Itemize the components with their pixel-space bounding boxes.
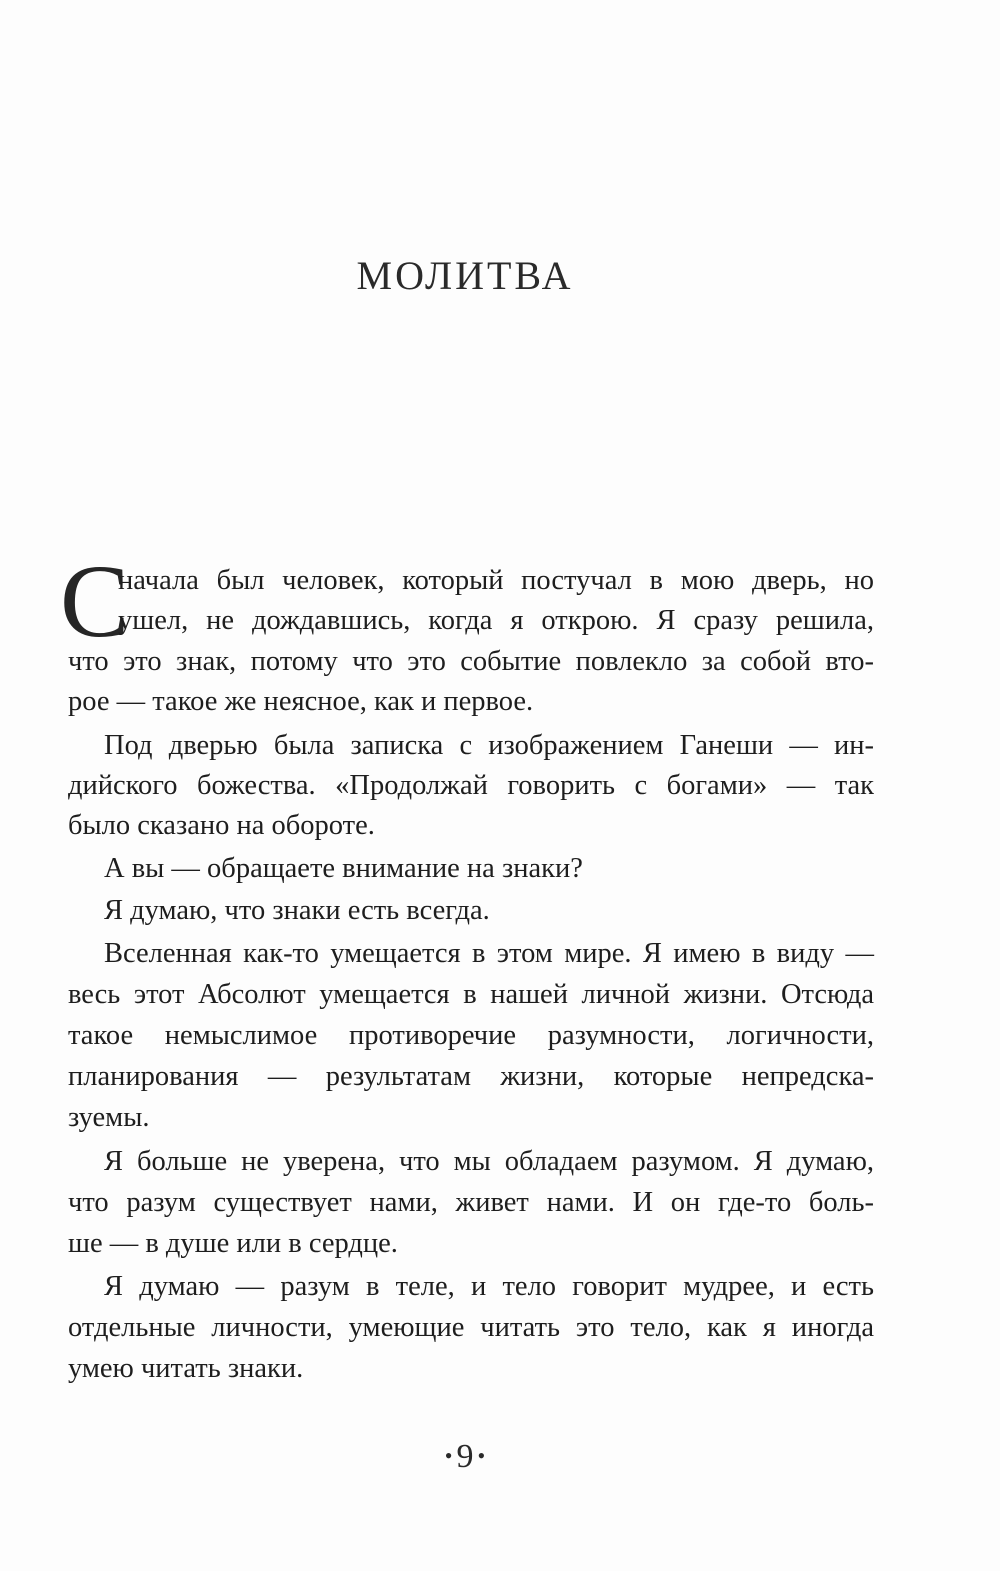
text-line: ше — в душе или в сердце.: [68, 1228, 398, 1259]
folio-bullet-left: •: [444, 1443, 453, 1468]
text-line: умею читать знаки.: [68, 1353, 304, 1384]
text-line: Я больше не уверена, что мы обладаем разумом. Я думаю,: [104, 1146, 874, 1177]
text-line: планирования — результатам жизни, которые непредска-: [68, 1061, 874, 1092]
text-line: что разум существует нами, живет нами. И он где-то боль-: [68, 1187, 874, 1218]
text-line: весь этот Абсолют умещается в нашей личной жизни. Отсюда: [68, 979, 874, 1010]
text-line: Я думаю — разум в теле, и тело говорит мудрее, и есть: [104, 1271, 874, 1302]
folio-bullet-right: •: [477, 1443, 486, 1468]
drop-cap: С: [60, 544, 130, 659]
text-line: зуемы.: [68, 1102, 150, 1133]
text-line: Под дверью была записка с изображением Ганеши — ин-: [104, 730, 874, 761]
text-line: ушел, не дождавшись, когда я открою. Я сразу решила,: [118, 605, 874, 636]
text-line: дийского божества. «Продолжай говорить с богами» — так: [68, 770, 874, 801]
chapter-title: МОЛИТВА: [356, 253, 574, 298]
text-line: Вселенная как-то умещается в этом мире. Я имею в виду —: [104, 938, 874, 969]
text-line: А вы — обращаете внимание на знаки?: [104, 853, 583, 884]
text-line: отдельные личности, умеющие читать это тело, как я иногда: [68, 1312, 874, 1343]
text-line: такое немыслимое противоречие разумности, логичности,: [68, 1020, 874, 1051]
text-line: что это знак, потому что это событие повлекло за собой вто-: [68, 646, 874, 677]
page-number-value: 9: [456, 1438, 474, 1475]
text-line: Я думаю, что знаки есть всегда.: [104, 895, 490, 926]
text-line: начала был человек, который постучал в мою дверь, но: [118, 565, 874, 596]
text-line: рое — такое же неясное, как и первое.: [68, 686, 534, 717]
text-line: было сказано на обороте.: [68, 810, 375, 841]
page-number: [0, 1438, 930, 1476]
